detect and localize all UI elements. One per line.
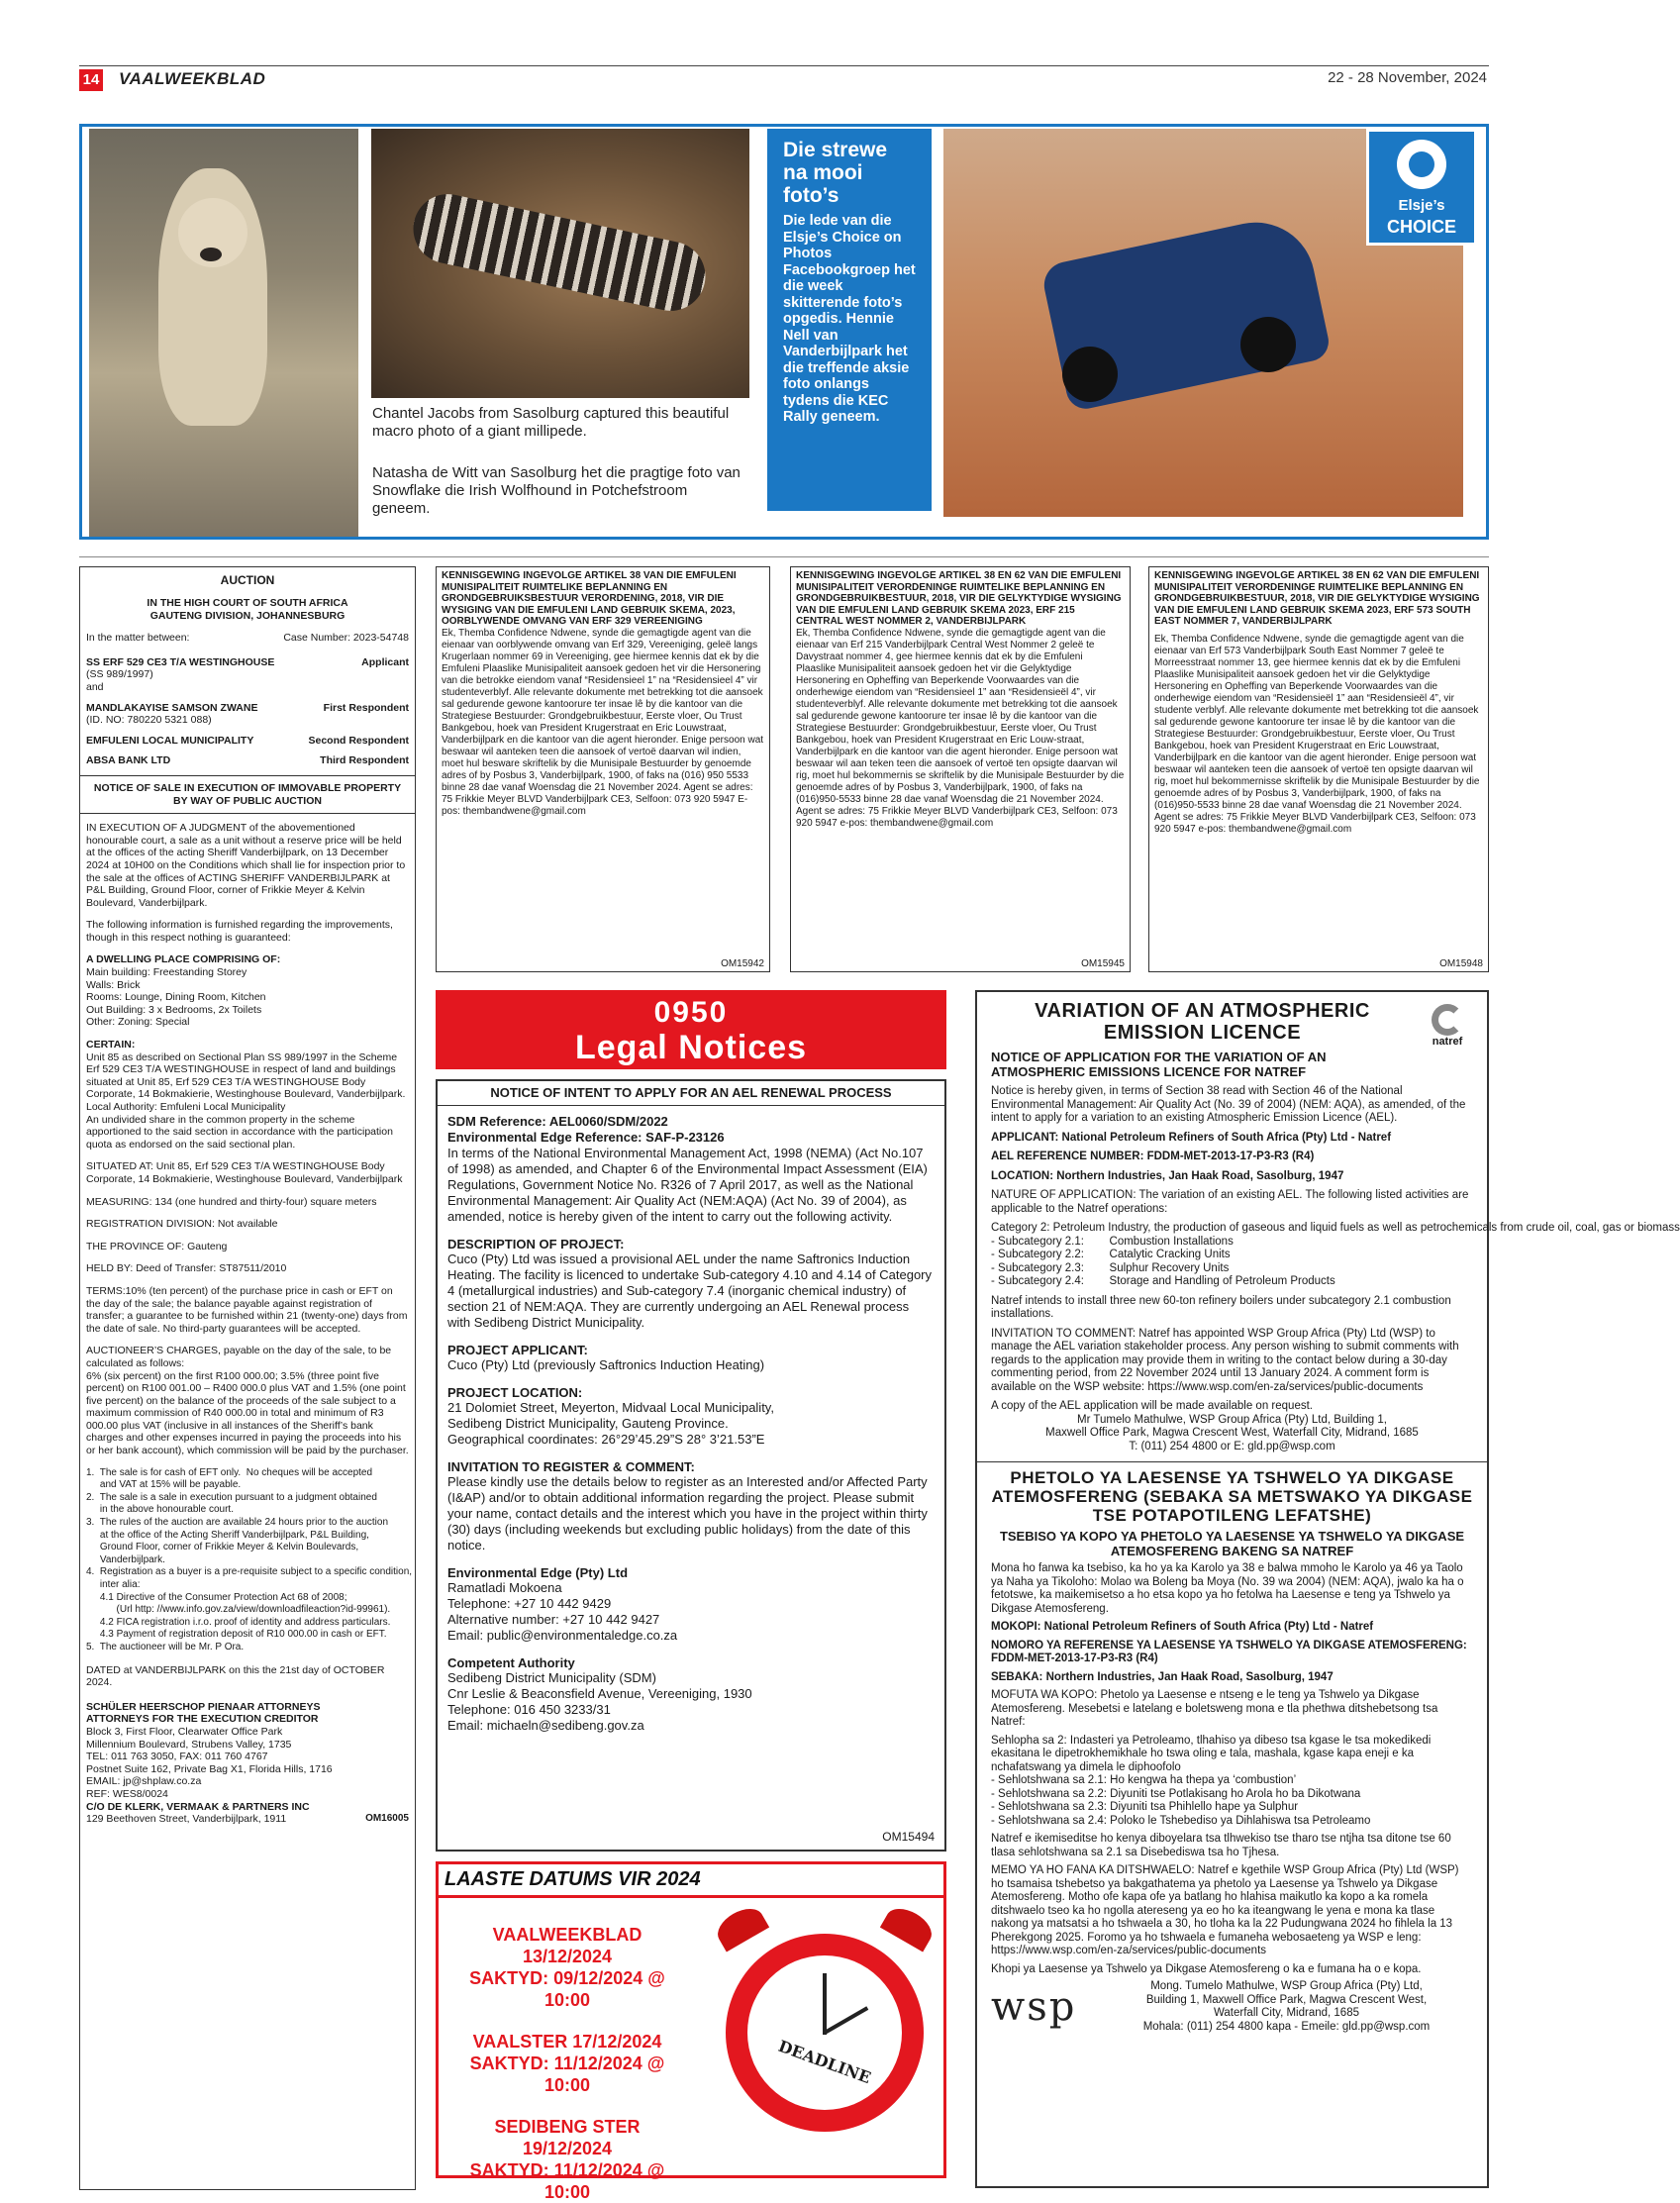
ca-contact: Sedibeng District Municipality (SDM) Cnr Leslie & Beaconsfield Avenue, Vereeniging, 1930 Telephone: 016 450 3233/31 Email: michaeln@sedibeng.gov.za <box>447 1670 752 1733</box>
sesotho-natref: Natref e ikemiseditse ho kenya diboyelara tsa tlhwekiso tse tharo tse ntjha tsa ditone tse 60 tlasa sehlotshwana sa 2.1 sa Disebediswa tsa ho Tjhesa. <box>991 1833 1451 1858</box>
party-role: Applicant <box>361 655 409 668</box>
situated: SITUATED AT: Unit 85, Erf 529 CE3 T/A WESTINGHOUSE Body Corporate, 14 Bokmakierie, Westinghouse Boulevard, Vanderbijlpark <box>86 1160 403 1185</box>
publication-name: VAALWEEKBLAD <box>119 69 266 88</box>
variation-title: VARIATION OF AN ATMOSPHERIC EMISSION LICENCE <box>1035 1000 1370 1044</box>
invite-heading: INVITATION TO REGISTER & COMMENT: <box>447 1459 695 1474</box>
party-name: MANDLAKAYISE SAMSON ZWANE <box>86 701 258 714</box>
party-name: ABSA BANK LTD <box>86 754 171 767</box>
location: LOCATION: Northern Industries, Jan Haak Road, Sasolburg, 1947 <box>991 1169 1344 1182</box>
party-name: EMFULENI LOCAL MUNICIPALITY <box>86 734 254 747</box>
terms: TERMS:10% (ten percent) of the purchase price in cash or EFT on the day of the sale; the balance payable against registration of transfer; a guarantee to be furnished within 21 (twenty-one) days from the date of sale. No third-party guarantees will be accepted. <box>86 1284 408 1335</box>
natref-logo-text: natref <box>1432 1036 1463 1048</box>
sesotho-mokopi: MOKOPI: National Petroleum Refiners of South Africa (Pty) Ltd - Natref <box>991 1621 1374 1633</box>
location-body: 21 Dolomiet Street, Meyerton, Midvaal Local Municipality, Sedibeng District Municipality, Gauteng Province. Geographical coordinates: 26°29’45.29”S 28° 3’21.53”E <box>447 1400 774 1447</box>
section-number: 0950 <box>653 996 729 1029</box>
auction-ref: OM16005 <box>365 1813 409 1825</box>
variation-licence-notice <box>975 990 1680 2188</box>
held-by: HELD BY: Deed of Transfer: ST87511/2010 <box>86 1262 287 1275</box>
intends: Natref intends to install three new 60-ton refinery boilers under subcategory 2.1 combustion installations. <box>991 1294 1451 1320</box>
applicant-heading: PROJECT APPLICANT: <box>447 1343 588 1357</box>
notice-title: KENNISGEWING INGEVOLGE ARTIKEL 38 EN 62 VAN DIE EMFULENI MUNISIPALITEIT VERORDENINGE RUIMTELIKE BEPLANNING EN GRONDGEBRUIKBESTUUR, 2018, VIR DIE GELYKTYDIGE WYSIGING VAN DIE EMFULENI LAND GEBRUIK SKEMA 2023, ERF 573 SOUTH EAST NOMMER 7, VANDERBIJLPARK <box>1154 570 1480 627</box>
deadline-line2: SAKTYD: 09/12/2024 @ 10:00 <box>469 1968 665 2010</box>
ael-ref: OM15494 <box>882 1830 935 1844</box>
sesotho-ref: NOMORO YA REFERENSE YA LAESENSE YA TSHWELO YA DIKGASE ATEMOSFERENG: FDDM-MET-2013-17-P3-R3 (R4) <box>991 1639 1467 1664</box>
deadline-title: LAASTE DATUMS VIR 2024 <box>439 1864 943 1898</box>
ca-heading: Competent Authority <box>447 1655 575 1670</box>
party-sub: (SS 989/1997) and <box>86 668 153 693</box>
sesotho-contact: Mong. Tumelo Mathulwe, WSP Group Africa (Pty) Ltd, Building 1, Maxwell Office Park, Magwa Crescent West, Waterfall City, Midrand, 1685 Mohala: (011) 254 4800 kapa - Emeile: gld.pp@wsp.com <box>1142 1980 1431 2033</box>
ael-ref-number: AEL REFERENCE NUMBER: FDDM-MET-2013-17-P3-R3 (R4) <box>991 1151 1315 1162</box>
party-role: First Respondent <box>323 701 409 714</box>
matter-label: In the matter between: <box>86 632 190 645</box>
ee-heading: Environmental Edge (Pty) Ltd <box>447 1565 629 1580</box>
sesotho-subtitle: TSEBISO YA KOPO YA PHETOLO YA LAESENSE YA TSHWELO YA DIKGASE ATEMOSFERENG BAKENG SA NATREF <box>999 1529 1465 1558</box>
conditions-list: 1. The sale is for cash of EFT only. No cheques will be accepted and VAT at 15% will be payable. 2. The sale is a sale in execution pursuant to a judgment obtained in the above honourable court. 3. The rules of the auction are available 24 hours prior to the auction at the office of the Acting Sheriff Vanderbijlpark, P&L Building, Ground Floor, corner of Frikkie Meyer & Kelvin Boulevards, Vanderbijlpark. 4. Registration as a buyer is a pre-requisite subject to a specific condition, inter alia: 4.1 Directive of the Consumer Protection Act 68 of 2008; (Url http: //www.info.gov.za/view/downloadfileaction?id-99961). 4.2 FICA registration i.r.o. proof of identity and address particulars. 4.3 Payment of registration deposit of R10 000.00 in cash or EFT. 5. The auctioneer will be Mr. P Ora. <box>86 1466 413 1652</box>
issue-date: 22 - 28 November, 2024 <box>1328 69 1487 86</box>
badge-line2: CHOICE <box>1386 217 1456 237</box>
ael-intro: In terms of the National Environmental Management Act, 1998 (NEMA) (Act No.107 of 1998) as amended, and Chapter 6 of the Environmental Impact Assessment (EIA) Regulations, Government Notice No. R326 of 7 April 2017, as well as the National Environmental Management: Air Quality Act (NEM:AQA) (Act No. 39 of 2004), as amended, notice is hereby given of the intent to carry out the following activity. <box>447 1146 928 1224</box>
certain-details: Unit 85 as described on Sectional Plan SS 989/1997 in the Scheme Erf 529 CE3 T/A WESTINGHOUSE in respect of land and buildings situated at Unit 85, Erf 529 CE3 T/A WESTINGHOUSE Body Corporate, 14 Bokmakierie, Westinghouse Boulevard, Vanderbijlpark. Local Authority: Emfuleni Local Municipality An undivided share in the common property in the scheme apportioned to the said section in accordance with the participation quota as endorsed on the said sectional plan. <box>86 1051 406 1151</box>
alarm-clock-icon <box>726 1934 924 2132</box>
auction-body1: IN EXECUTION OF A JUDGMENT of the abovementioned honourable court, a sale as a unit without a reserve price will be held at the offices of the acting Sheriff Vanderbijlpark, on 13 December 2024 at 10H00 on the Conditions which shall lie for inspection prior to the sale at the offices of ACTING SHERIFF VANDERBIJLPARK at P&L Building, Ground Floor, corner of Frikkie Meyer & Kelvin Boulevard, Vanderbijlpark. <box>86 822 406 909</box>
millipede-photo <box>371 129 749 398</box>
party-row <box>86 735 409 748</box>
feature-title: Die strewe na mooi foto’s <box>783 139 888 207</box>
page-number: 14 <box>79 69 103 91</box>
feature-body: Die lede van die Elsje’s Choice on Photos Facebookgroep het die week skitterende foto’s opgedis. Hennie Nell van Vanderbijlpark het die treffende aksie foto onlangs tydens die KEC Rally geneem. <box>783 213 916 425</box>
certain-heading: CERTAIN: <box>86 1039 136 1051</box>
elsjes-choice-badge <box>1366 129 1477 246</box>
attorneys-details: Block 3, First Floor, Clearwater Office Park Millennium Boulevard, Strubens Valley, 1735 TEL: 011 763 3050, FAX: 011 760 4767 Postnet Suite 162, Private Bag X1, Florida Hills, 1716 EMAIL: jp@shplaw.co.za REF: WES8/0024 <box>86 1725 333 1800</box>
section-rule <box>79 556 1489 557</box>
parties-list <box>86 656 409 767</box>
province: THE PROVINCE OF: Gauteng <box>86 1240 228 1252</box>
party-sub: (ID. NO: 780220 5321 088) <box>86 714 212 727</box>
party-role: Second Respondent <box>308 734 409 747</box>
deadline-line1: VAALWEEKBLAD 13/12/2024 <box>492 1925 642 1966</box>
sesotho-copy: Khopi ya Laesense ya Tshwelo ya Dikgase Atemosfereng o ka e fumana ha o e kopa. <box>991 1962 1422 1975</box>
auction-title: AUCTION <box>220 573 275 587</box>
case-number: Case Number: 2023-54748 <box>283 632 409 645</box>
notice-erf-215 <box>790 566 1131 972</box>
sesotho-sebaka: SEBAKA: Northern Industries, Jan Haak Road, Sasolburg, 1947 <box>991 1670 1334 1683</box>
dwelling-heading: A DWELLING PLACE COMPRISING OF: <box>86 953 281 966</box>
notice-title: KENNISGEWING INGEVOLGE ARTIKEL 38 EN 62 VAN DIE EMFULENI MUNISIPALITEIT VERORDENINGE RUIMTELIKE BEPLANNING EN GRONDGEBRUIKBESTUUR, 2018, VIR DIE GELYKTYDIGE WYSIGING VAN DIE EMFULENI LAND GEBRUIK SKEMA 2023, ERF 215 CENTRAL WEST NOMMER 2, VANDERBIJLPARK <box>796 570 1122 627</box>
ee-ref: Environmental Edge Reference: SAF-P-23126 <box>447 1130 725 1145</box>
notice-ref: OM15948 <box>1439 958 1483 969</box>
ael-renewal-notice <box>436 1079 946 1852</box>
desc-body: Cuco (Pty) Ltd was issued a provisional AEL under the name Saftronics Induction Heating. The facility is licenced to undertake Sub-category 4.10 and 4.14 of Category 4 (metallurgical industries) and Sub-category 7.4 (inorganic chemical industry) of section 21 of NEM:AQA. They are currently undergoing an AEL Renewal process with Sedibeng District Municipality. <box>447 1252 932 1330</box>
cdk-address: 129 Beethoven Street, Vanderbijlpark, 1911 <box>86 1813 287 1826</box>
variation-intro: Notice is hereby given, in terms of Section 38 read with Section 46 of the National Environmental Management: Air Quality Act (No. 39 of 2004) (NEM: AQA), as amended, of the intent to apply for a variation to an existing Atmospheric Emission Licence (AEL). <box>991 1085 1466 1124</box>
deadline-line6: SAKTYD: 11/12/2024 @ 10:00 <box>469 2160 665 2202</box>
applicant-body: Cuco (Pty) Ltd (previously Saftronics Induction Heating) <box>447 1357 765 1372</box>
natref-logo <box>1422 1004 1473 1059</box>
sesotho-mofuta: MOFUTA WA KOPO: Phetolo ya Laesense e ntseng e le teng ya Tshwelo ya Dikgase Atemosfereng. Mesebetsi e latelang e boletsweng mona e tla phethwa ditshebetsong tsa Natref: <box>991 1689 1438 1728</box>
category-list: Category 2: Petroleum Industry, the production of gaseous and liquid fuels as well as petrochemicals from crude oil, coal, gas or biomass - Subcategory 2.1: Combustion Installations - Subcategory 2.2: Catalytic Cracking Units - Subcategory 2.3: Sulphur Recovery Units - Subcategory 2.4: Storage and Handling of Petroleum Products <box>991 1222 1680 1287</box>
wsp-logo: wsp <box>991 1984 1077 2030</box>
clock-bell-right <box>880 1902 938 1953</box>
invite-comment: INVITATION TO COMMENT: Natref has appointed WSP Group Africa (Pty) Ltd (WSP) to manage the AEL variation stakeholder process. Any person wishing to submit comments with regards to the application may provide them in writing to the contact below during a 30-day commenting period, from 22 November 2024 until 13 January 2024. A comment form is available on the WSP website: https://www.wsp.com/en-za/services/public-documents <box>991 1327 1459 1393</box>
dated: DATED at VANDERBIJLPARK on this the 21st day of OCTOBER 2024. <box>86 1663 385 1689</box>
notice-ref: OM15945 <box>1081 958 1125 969</box>
auction-body2: The following information is furnished regarding the improvements, though in this respect nothing is guaranteed: <box>86 919 393 944</box>
location-heading: PROJECT LOCATION: <box>447 1385 583 1400</box>
deadline-line4: SAKTYD: 11/12/2024 @ 10:00 <box>469 2053 665 2095</box>
applicant: APPLICANT: National Petroleum Refiners of South Africa (Pty) Ltd - Natref <box>991 1131 1392 1144</box>
notice-body: Ek, Themba Confidence Ndwene, synde die gemagtigde agent van die eienaar van Erf 573 Vanderbijlpark South East Nommer 7 geleë te Morreesstraat nommer 13, gee hiermee kennis dat ek by die Emfuleni Plaaslike Munisipaliteit aansoek gedoen het vir die Gelyktydige Hersonering en Opheffing van Beperkende Voorwaardes van die onderhewige eiendom van “Residensieël 1” aan “Residensieël 4”, vir studente verblyf. Alle relevante dokumente met betrekking tot die aansoek sal gedurende gewone kantoorure ter insae lê by die kantoor van die Strategiese Bestuurder: Grondgebruikbestuur, Eerste vloer, Ou Trust Bankgebou, hoek van President Krugerstraat en Eric Louwstraat, Vanderbijlpark en die kantoor van die agent hieronder. Enige persoon wat beswaar wil aanteken teen die aansoek of vertoë ten opsigte daarvan wil rig, moet hul bekommernisse skriftelik by die Munisipale Bestuurder by die genoemde adres of by Posbus 3, Vanderbijlpark, 1900, of faks na (016)950-5533 binne 28 dae vanaf Woensdag die 21 November 2024. Agent se adres: 75 Frikkie Meyer BLVD Vanderbijlpark CE3, Selfoon: 073 920 5947 e-pos: thembandwene@gmail.com <box>1154 633 1480 835</box>
sesotho-title: PHETOLO YA LAESENSE YA TSHWELO YA DIKGASE ATEMOSFERENG (SEBAKA SA METSWAKO YA DIKGASE TSE POTAPOTILENG LEFATSHE) <box>991 1468 1473 1525</box>
clock-label: DEADLINE <box>775 2036 874 2088</box>
variation-subtitle: NOTICE OF APPLICATION FOR THE VARIATION OF AN ATMOSPHERIC EMISSIONS LICENCE FOR NATREF <box>991 1050 1327 1079</box>
notice-title: KENNISGEWING INGEVOLGE ARTIKEL 38 VAN DIE EMFULENI MUNISIPALITEIT RUIMTELIKE BEPLANNING EN GRONDGEBRUIKSBESTUUR VERORDENING, 2018, VIR DIE WYSIGING VAN DIE EMFULENI LAND GEBRUIK SKEMA, 2023, OORBLYWENDE OMVANG VAN ERF 329 VEREENIGING <box>442 570 737 627</box>
dwelling-details: Main building: Freestanding Storey Walls: Brick Rooms: Lounge, Dining Room, Kitchen Out Building: 3 x Bedrooms, 2x Toilets Other: Zoning: Special <box>86 966 266 1029</box>
deadline-line5: SEDIBENG STER 19/12/2024 <box>494 2117 641 2158</box>
notice-erf-573 <box>1148 566 1489 972</box>
deadline-dates-ad <box>436 1861 946 2202</box>
feature-textbox <box>767 129 932 511</box>
ee-contact: Ramatladi Mokoena Telephone: +27 10 442 9429 Alternative number: +27 10 442 9427 Email: public@environmentaledge.co.za <box>447 1580 678 1643</box>
measuring: MEASURING: 134 (one hundred and thirty-four) square meters <box>86 1195 377 1208</box>
nature: NATURE OF APPLICATION: The variation of an existing AEL. The following listed activities are applicable to the Natref operations: <box>991 1189 1469 1215</box>
invite-body: Please kindly use the details below to register as an Interested and/or Affected Party (I&AP) and/or to obtain additional information regarding the project. Please submit your name, contact details and the interest which you have in the project within thirty (30) days (including weekends but excluding public holidays) from the date of this notice. <box>447 1474 928 1552</box>
header-rule <box>79 65 1489 66</box>
sesotho-intro: Mona ho fanwa ka tsebiso, ka ho ya ka Karolo ya 38 e balwa mmoho le Karolo ya 46 ya Taolo ya Naha ya Tikoloho: Molao wa Boleng ba Moya (No. 39 wa 2004) (NEM: AQA), jwalo ka ha o fetotswe, ka maikemisetso a ho etsa kopo ya ho fetolwa ha Laesense e teng ya Tshwelo ya Dikgase Atemosfereng. <box>991 1562 1464 1615</box>
dog-caption: Natasha de Witt van Sasolburg het die pragtige foto van Snowflake die Irish Wolfhound in Potchefstroom geneem. <box>372 464 741 517</box>
notice-erf-329 <box>436 566 770 972</box>
millipede-caption: Chantel Jacobs from Sasolburg captured this beautiful macro photo of a giant millipede. <box>372 405 730 440</box>
party-role: Third Respondent <box>320 754 409 767</box>
charges: AUCTIONEER’S CHARGES, payable on the day of the sale, to be calculated as follows: 6% (six percent) on the first R100 000.00; 3.5% (three point five percent) on R100 001.00 – R400 000.0 plus VAT and 1.5% (one point five percent) on the balance of the proceeds of the sale subject to a maximum commission of R40 000.00 in total and minimum of R3 000.00 plus VAT (inclusive in all instances of the Sheriff’s bank charges and other expenses incurred in paying the proceeds into his or her bank account), which commission will be paid by the purchaser. <box>86 1345 409 1457</box>
notice-ref: OM15942 <box>721 958 764 969</box>
contact: Mr Tumelo Mathulwe, WSP Group Africa (Pty) Ltd, Building 1, Maxwell Office Park, Magwa Crescent West, Waterfall City, Midrand, 1685 T: (011) 254 4800 or E: gld.pp@wsp.com <box>1045 1413 1419 1452</box>
clock-bell-left <box>712 1902 769 1953</box>
sesotho-memo: MEMO YA HO FANA KA DITSHWAELO: Natref e kgethile WSP Group Africa (Pty) Ltd (WSP) ho tsamaisa tshebetso ya bakgathatema ya phetolo ya Laesense ya Tshwelo ya Dikgase Atemosfereng. Motho ofe kapa ofe ya batlang ho hlahisa maikutlo ka kopo a ka romela ditshwaelo tseo ka ho ngolla atereseng ya eo ho ka iteangwang le yena e mona ka tlase nakong ya matsatsi a ho tshwaela a 30, ho tloha ka la 22 Pudungwana 2024 ho fihlela la 13 Pherekgong 2025. Foromo ya ho tshwaela e fumaneha webosaeteng ya WSP e leng: https://www.wsp.com/en-za/services/public-documents <box>991 1864 1459 1956</box>
party-row <box>86 754 409 767</box>
section-title: Legal Notices <box>574 1029 808 1066</box>
badge-line1: Elsje’s <box>1398 197 1445 214</box>
deadline-line3: VAALSTER 17/12/2024 <box>472 2032 662 2052</box>
notice-body: Ek, Themba Confidence Ndwene, synde die gemagtigde agent van die eienaar van Erf 215 Vanderbijlpark Central West Nommer 2 geleë te Davystraat nommer 4, gee hiermee kennis dat ek by die Emfuleni Plaaslike Munisipaliteit aansoek gedoen het vir die Gelyktydige Hersonering en Opheffing van Beperkende Voorwaardes van die onderhewige eiendom van “Residensieel 1” aan “Residensieël 4”, vir studenteverblyf. Alle relevante dokumente met betrekking tot die aansoek sal gedurende gewone kantoorure ter insae lê by die kantoor van die Strategiese Bestuurder: Grondgebruikbestuur, Eerste vloer, Ou Trust Bankgebou, hoek van President Krugerstraat en Eric Louw-straat, Vanderbijlpark en die kantoor van die agent hieronder. Enige persoon wat beswaar wil aan teken teen die aansoek of vertoë ten opsigte daarvan wil rig, moet hul bekommernis se skriftelik by die Munisipale Bestuurder by die genoemde adres of by Posbus 3, Vanderbijlpark, 1900, of faks na (016)950-5533 binne 28 dae vanaf Woensdag die 21 November 2024. Agent se adres: 75 Frikkie Meyer BLVD Vanderbijlpark CE3, Selfoon: 073 920 5947 e-pos: thembandwene@gmail.com <box>796 627 1125 829</box>
registration: REGISTRATION DIVISION: Not available <box>86 1218 278 1231</box>
attorneys-heading: SCHÜLER HEERSCHOP PIENAAR ATTORNEYS ATTORNEYS FOR THE EXECUTION CREDITOR <box>86 1700 321 1726</box>
notice-body: Ek, Themba Confidence Ndwene, synde die gemagtigde agent van die eienaar van oorblywende omvang van Erf 329, Vereeniging, geleë langs Krugerlaan nommer 69 in Vereeniging, gee hiermee kennis dat ek by die Emfuleni Plaaslike Munisipaliteit aansoek gedoen het vir die Hersonering van die betrokke eiendom vanaf “Residensieel 1” na “Residensieel 4” vir studenteverblyf. Alle relevante dokumente met betrekking tot die aansoek sal gedurende gewone kantoorure ter insae lê by die kantoor van die Strategiese Bestuurder: Grondgebruikbestuur, Eerste vloer, Ou Trust Bankgebou, hoek van President Krugerstraat en Eric Louwstraat, Vanderbijlpark en die kantoor van die agent hieronder. Enige persoon wat beswaar wil aanteken teen die aansoek of vertoë daarvan wil indien, moet hul besware skriftelik by die Munisipale Bestuurder by genoemde adres of by Posbus 3, Vanderbijlpark, 1900, of faks na (016) 950 5533 binne 28 dae vanaf Woensdag die 21 November 2024. Agent se adres: 75 Frikkie Meyer BLVD Vanderbijlpark CE3, Selfoon: 073 920 5947 E-pos: thembandwene@gmail.com <box>442 627 764 817</box>
party-row <box>86 702 409 727</box>
cdk-heading: C/O DE KLERK, VERMAAK & PARTNERS INC <box>86 1800 310 1813</box>
party-row <box>86 656 409 694</box>
copy-note: A copy of the AEL application will be made available on request. <box>991 1400 1313 1412</box>
legal-notices-banner <box>436 990 946 1069</box>
court-name: IN THE HIGH COURT OF SOUTH AFRICA GAUTENG DIVISION, JOHANNESBURG <box>147 597 348 622</box>
party-name: SS ERF 529 CE3 T/A WESTINGHOUSE <box>86 655 275 668</box>
notice-title: NOTICE OF SALE IN EXECUTION OF IMMOVABLE PROPERTY BY WAY OF PUBLIC AUCTION <box>80 775 415 814</box>
ael-title: NOTICE OF INTENT TO APPLY FOR AN AEL RENEWAL PROCESS <box>438 1081 944 1106</box>
dog-photo <box>89 129 358 537</box>
sesotho-sehlopha: Sehlopha sa 2: Indasteri ya Petroleamo, tlhahiso ya dibeso tsa kgase le tsa mokedikedi ekasitana le dipetrokhemikhale ho tswa oling e tala, mashala, kgase kapa eneji e ka nchafatswang ya dimela le diphoofolo - Sehlotshwana sa 2.1: Ho kengwa ha thepa ya ‘combustion’ - Sehlotshwana sa 2.2: Diyuniti tse Potlakisang ho Arola ho ba Dikotwana - Sehlotshwana sa 2.3: Diyuniti tsa Phihlello hape ya Sulphur - Sehlotshwana sa 2.4: Poloko le Tshebediso ya Dihlahiswa tsa Petroleamo <box>991 1734 1432 1827</box>
auction-notice <box>79 566 416 2190</box>
desc-heading: DESCRIPTION OF PROJECT: <box>447 1237 625 1252</box>
sdm-ref: SDM Reference: AEL0060/SDM/2022 <box>447 1114 668 1129</box>
